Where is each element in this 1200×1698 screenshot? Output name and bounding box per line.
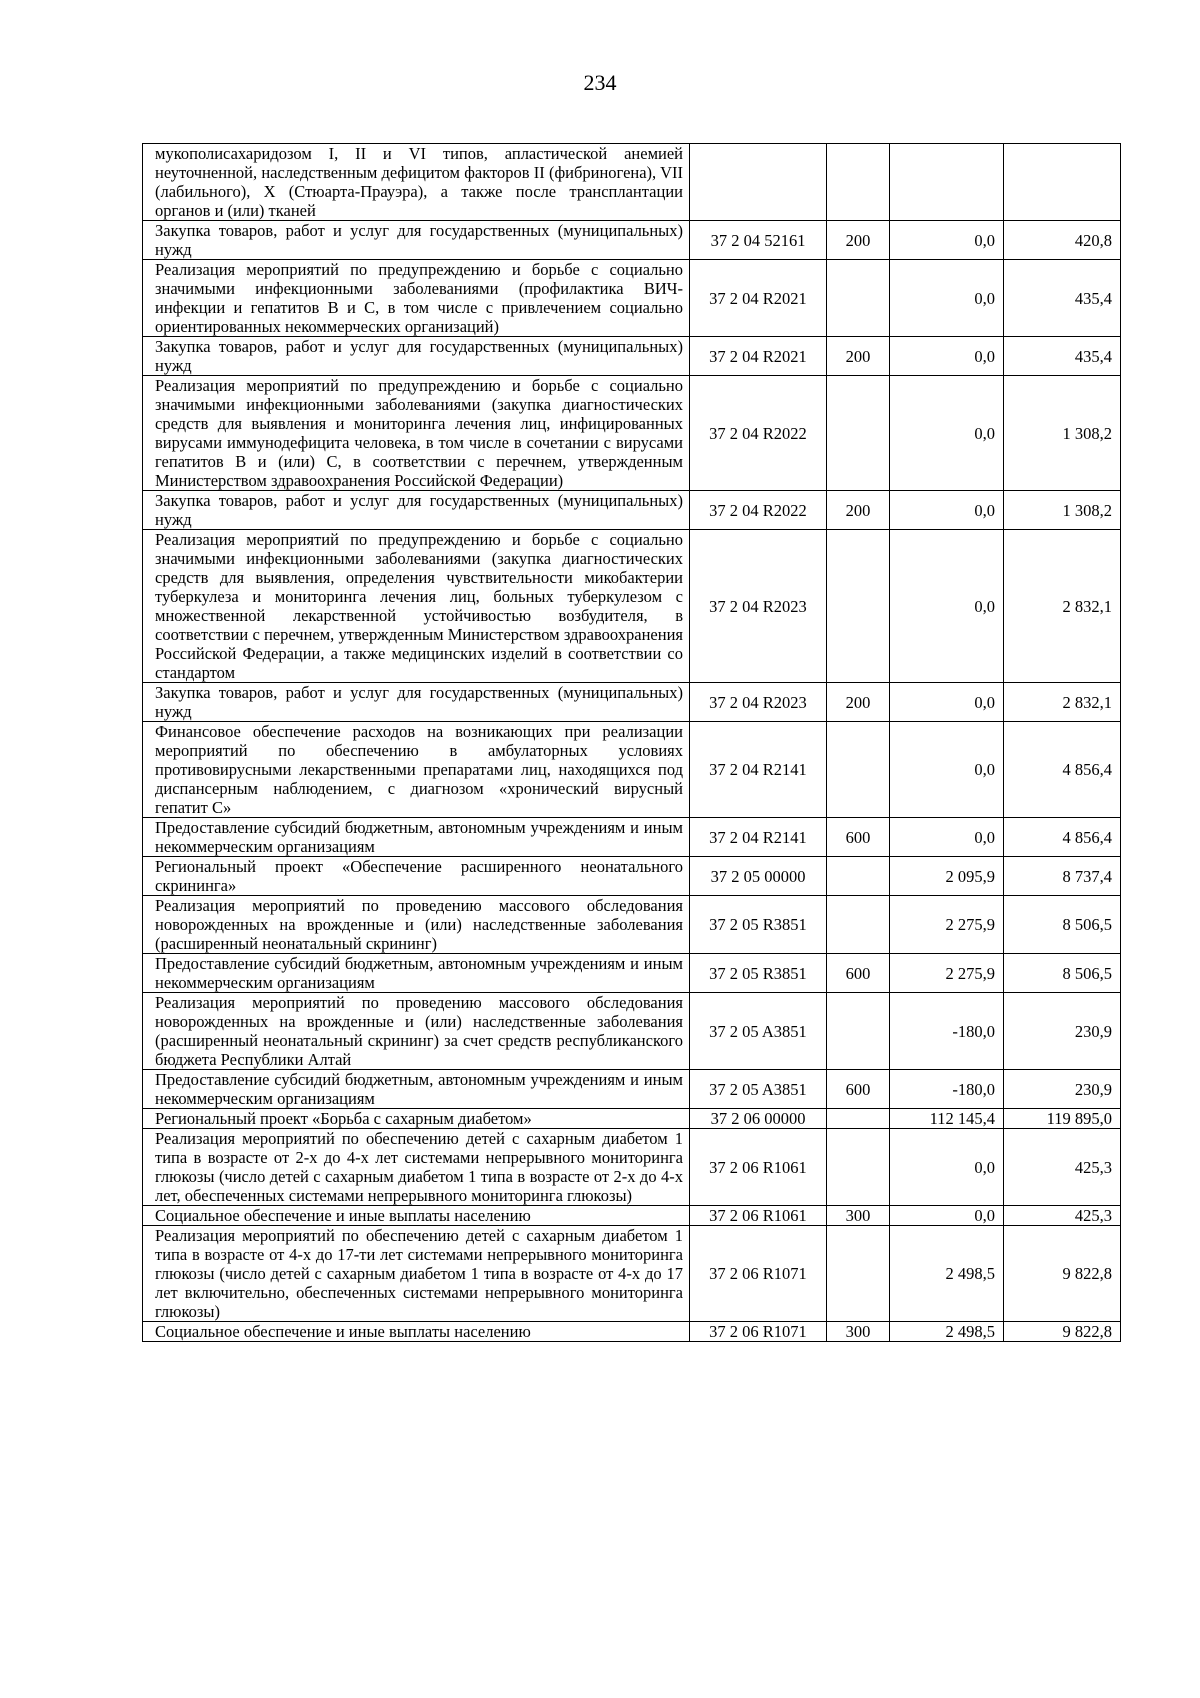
table-row xyxy=(143,1322,1121,1342)
row-amount-2-cell: 230,9 xyxy=(1004,1070,1121,1109)
row-expense-type-cell xyxy=(827,1129,890,1206)
row-name-cell: Реализация мероприятий по предупреждению и борьбе с социально значимыми инфекционными заболеваниями (закупка диагностических средств для выявления и мониторинга лечения лиц, инфицированных вирусами иммунодефицита человека, в том числе в сочетании с вирусами гепатитов B и (или) C, в соответствии с перечнем, утвержденным Министерством здравоохранения Российской Федерации) xyxy=(143,376,690,491)
table-row xyxy=(143,144,1121,221)
row-expense-type-cell xyxy=(827,857,890,896)
row-amount-2-cell: 9 822,8 xyxy=(1004,1226,1121,1322)
row-amount-1-cell: 0,0 xyxy=(890,1129,1004,1206)
row-amount-1-cell: 2 498,5 xyxy=(890,1322,1004,1342)
row-amount-1-cell: 112 145,4 xyxy=(890,1109,1004,1129)
table-row xyxy=(143,857,1121,896)
row-amount-2-cell: 8 506,5 xyxy=(1004,896,1121,954)
table-row xyxy=(143,1206,1121,1226)
row-amount-2-cell: 1 308,2 xyxy=(1004,376,1121,491)
row-amount-1-cell: 2 275,9 xyxy=(890,954,1004,993)
row-name-cell: Социальное обеспечение и иные выплаты населению xyxy=(143,1206,690,1226)
row-amount-1-cell: -180,0 xyxy=(890,1070,1004,1109)
row-expense-type-cell: 600 xyxy=(827,1070,890,1109)
row-expense-type-cell: 200 xyxy=(827,337,890,376)
row-name-cell: Предоставление субсидий бюджетным, автономным учреждениям и иным некоммерческим организациям xyxy=(143,818,690,857)
row-amount-1-cell: 2 498,5 xyxy=(890,1226,1004,1322)
row-expense-type-cell xyxy=(827,1226,890,1322)
row-name-cell: Закупка товаров, работ и услуг для государственных (муниципальных) нужд xyxy=(143,683,690,722)
row-code-cell: 37 2 04 R2021 xyxy=(690,260,827,337)
table-row xyxy=(143,683,1121,722)
row-code-cell: 37 2 04 52161 xyxy=(690,221,827,260)
row-code-cell: 37 2 04 R2022 xyxy=(690,376,827,491)
table-row xyxy=(143,954,1121,993)
row-name-cell: Закупка товаров, работ и услуг для государственных (муниципальных) нужд xyxy=(143,491,690,530)
row-name-cell: Социальное обеспечение и иные выплаты населению xyxy=(143,1322,690,1342)
row-name-cell: Финансовое обеспечение расходов на возникающих при реализации мероприятий по обеспечению в амбулаторных условиях противовирусными лекарственными препаратами лиц, находящихся под диспансерным наблюдением, с диагнозом «хронический вирусный гепатит C» xyxy=(143,722,690,818)
row-amount-2-cell: 4 856,4 xyxy=(1004,722,1121,818)
row-amount-2-cell: 1 308,2 xyxy=(1004,491,1121,530)
table-row xyxy=(143,993,1121,1070)
row-amount-1-cell: 2 275,9 xyxy=(890,896,1004,954)
row-amount-1-cell: 0,0 xyxy=(890,683,1004,722)
row-amount-1-cell: 0,0 xyxy=(890,530,1004,683)
row-code-cell: 37 2 04 R2141 xyxy=(690,818,827,857)
row-code-cell: 37 2 05 A3851 xyxy=(690,1070,827,1109)
row-amount-1-cell: 0,0 xyxy=(890,260,1004,337)
row-name-cell: Реализация мероприятий по предупреждению и борьбе с социально значимыми инфекционными заболеваниями (закупка диагностических средств для выявления, определения чувствительности микобактерии туберкулеза и мониторинга лечения лиц, больных туберкулезом с множественной лекарственной устойчивостью возбудителя, в соответствии с перечнем, утвержденным Министерством здравоохранения Российской Федерации, а также медицинских изделий в соответствии со стандартом xyxy=(143,530,690,683)
row-code-cell xyxy=(690,144,827,221)
row-amount-1-cell: 0,0 xyxy=(890,818,1004,857)
table-row xyxy=(143,1109,1121,1129)
row-name-cell: Реализация мероприятий по предупреждению и борьбе с социально значимыми инфекционными заболеваниями (профилактика ВИЧ-инфекции и гепатитов B и C, в том числе с привлечением социально ориентированных некоммерческих организаций) xyxy=(143,260,690,337)
row-name-cell: мукополисахаридозом I, II и VI типов, апластической анемией неуточненной, наследственным дефицитом факторов II (фибриногена), VII (лабильного), X (Стюарта-Прауэра), а также после трансплантации органов и (или) тканей xyxy=(143,144,690,221)
row-code-cell: 37 2 05 00000 xyxy=(690,857,827,896)
row-code-cell: 37 2 05 R3851 xyxy=(690,954,827,993)
table-row xyxy=(143,1226,1121,1322)
row-amount-2-cell: 8 737,4 xyxy=(1004,857,1121,896)
row-expense-type-cell xyxy=(827,896,890,954)
row-amount-2-cell: 119 895,0 xyxy=(1004,1109,1121,1129)
row-name-cell: Реализация мероприятий по обеспечению детей с сахарным диабетом 1 типа в возрасте от 2-х до 4-х лет системами непрерывного мониторинга глюкозы (число детей с сахарным диабетом 1 типа в возрасте от 2-х до 4-х лет, обеспеченных системами непрерывного мониторинга глюкозы) xyxy=(143,1129,690,1206)
row-expense-type-cell xyxy=(827,144,890,221)
table-row xyxy=(143,491,1121,530)
row-amount-2-cell: 9 822,8 xyxy=(1004,1322,1121,1342)
row-name-cell: Закупка товаров, работ и услуг для государственных (муниципальных) нужд xyxy=(143,221,690,260)
row-name-cell: Региональный проект «Обеспечение расширенного неонатального скрининга» xyxy=(143,857,690,896)
row-expense-type-cell xyxy=(827,376,890,491)
budget-table xyxy=(142,143,1121,1342)
table-row xyxy=(143,896,1121,954)
budget-table-body xyxy=(143,144,1121,1342)
row-amount-1-cell xyxy=(890,144,1004,221)
row-expense-type-cell xyxy=(827,260,890,337)
row-amount-2-cell: 2 832,1 xyxy=(1004,530,1121,683)
row-name-cell: Региональный проект «Борьба с сахарным диабетом» xyxy=(143,1109,690,1129)
row-name-cell: Реализация мероприятий по проведению массового обследования новорожденных на врожденные и (или) наследственные заболевания (расширенный неонатальный скрининг) xyxy=(143,896,690,954)
row-code-cell: 37 2 04 R2022 xyxy=(690,491,827,530)
row-amount-1-cell: 0,0 xyxy=(890,221,1004,260)
row-amount-2-cell: 8 506,5 xyxy=(1004,954,1121,993)
row-expense-type-cell: 600 xyxy=(827,954,890,993)
table-row xyxy=(143,530,1121,683)
row-code-cell: 37 2 06 R1061 xyxy=(690,1129,827,1206)
row-code-cell: 37 2 06 00000 xyxy=(690,1109,827,1129)
row-amount-1-cell: 0,0 xyxy=(890,1206,1004,1226)
row-name-cell: Предоставление субсидий бюджетным, автономным учреждениям и иным некоммерческим организациям xyxy=(143,954,690,993)
page-number: 234 xyxy=(583,70,617,95)
row-expense-type-cell: 200 xyxy=(827,491,890,530)
row-name-cell: Закупка товаров, работ и услуг для государственных (муниципальных) нужд xyxy=(143,337,690,376)
row-expense-type-cell xyxy=(827,1109,890,1129)
table-row xyxy=(143,818,1121,857)
row-code-cell: 37 2 06 R1071 xyxy=(690,1322,827,1342)
row-code-cell: 37 2 05 A3851 xyxy=(690,993,827,1070)
row-amount-2-cell: 4 856,4 xyxy=(1004,818,1121,857)
row-expense-type-cell: 200 xyxy=(827,683,890,722)
table-row xyxy=(143,337,1121,376)
table-row xyxy=(143,260,1121,337)
table-row xyxy=(143,722,1121,818)
row-amount-2-cell: 435,4 xyxy=(1004,260,1121,337)
row-amount-1-cell: 0,0 xyxy=(890,491,1004,530)
row-amount-2-cell: 425,3 xyxy=(1004,1129,1121,1206)
row-amount-2-cell: 230,9 xyxy=(1004,993,1121,1070)
row-amount-1-cell: 0,0 xyxy=(890,722,1004,818)
row-amount-1-cell: 0,0 xyxy=(890,376,1004,491)
row-expense-type-cell: 200 xyxy=(827,221,890,260)
row-expense-type-cell: 600 xyxy=(827,818,890,857)
row-code-cell: 37 2 05 R3851 xyxy=(690,896,827,954)
row-amount-2-cell xyxy=(1004,144,1121,221)
row-amount-2-cell: 425,3 xyxy=(1004,1206,1121,1226)
row-expense-type-cell: 300 xyxy=(827,1322,890,1342)
row-name-cell: Предоставление субсидий бюджетным, автономным учреждениям и иным некоммерческим организациям xyxy=(143,1070,690,1109)
row-code-cell: 37 2 04 R2141 xyxy=(690,722,827,818)
row-amount-1-cell: 2 095,9 xyxy=(890,857,1004,896)
row-expense-type-cell xyxy=(827,722,890,818)
row-expense-type-cell xyxy=(827,530,890,683)
row-code-cell: 37 2 04 R2021 xyxy=(690,337,827,376)
row-code-cell: 37 2 06 R1071 xyxy=(690,1226,827,1322)
row-amount-1-cell: -180,0 xyxy=(890,993,1004,1070)
row-code-cell: 37 2 04 R2023 xyxy=(690,530,827,683)
row-amount-2-cell: 2 832,1 xyxy=(1004,683,1121,722)
row-code-cell: 37 2 04 R2023 xyxy=(690,683,827,722)
row-amount-2-cell: 435,4 xyxy=(1004,337,1121,376)
row-amount-1-cell: 0,0 xyxy=(890,337,1004,376)
row-code-cell: 37 2 06 R1061 xyxy=(690,1206,827,1226)
row-name-cell: Реализация мероприятий по проведению массового обследования новорожденных на врожденные и (или) наследственные заболевания (расширенный неонатальный скрининг) за счет средств республиканского бюджета Республики Алтай xyxy=(143,993,690,1070)
row-expense-type-cell: 300 xyxy=(827,1206,890,1226)
row-name-cell: Реализация мероприятий по обеспечению детей с сахарным диабетом 1 типа в возрасте от 4-х до 17-ти лет системами непрерывного мониторинга глюкозы (число детей с сахарным диабетом 1 типа в возрасте от 4-х до 17 лет включительно, обеспеченных системами непрерывного мониторинга глюкозы) xyxy=(143,1226,690,1322)
table-row xyxy=(143,1129,1121,1206)
table-row xyxy=(143,376,1121,491)
row-expense-type-cell xyxy=(827,993,890,1070)
table-row xyxy=(143,1070,1121,1109)
table-row xyxy=(143,221,1121,260)
row-amount-2-cell: 420,8 xyxy=(1004,221,1121,260)
